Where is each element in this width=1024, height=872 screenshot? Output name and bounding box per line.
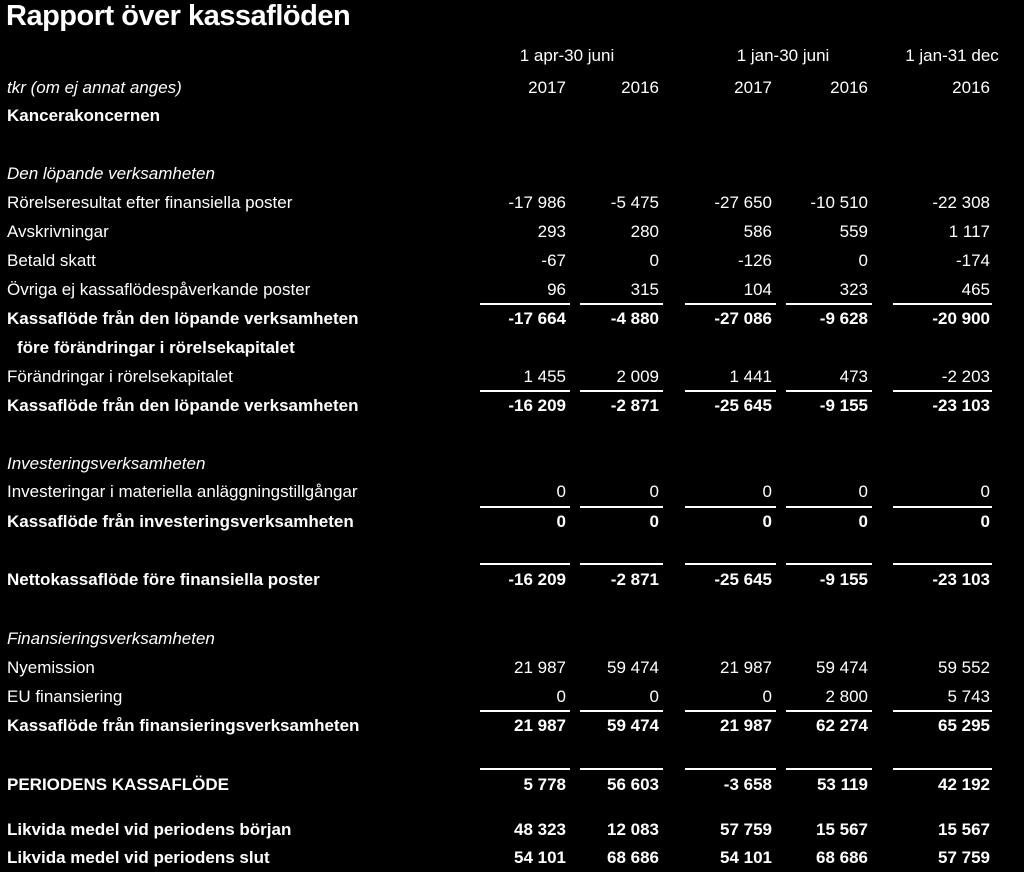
subtotal-row-continuation [0,333,1024,362]
table-cell: 0 [980,512,990,531]
table-cell: -2 871 [610,570,659,589]
group-name: Kancerakoncernen [7,106,161,125]
table-cell: -25 645 [714,570,772,589]
table-cell: 62 274 [816,716,868,735]
table-cell: -23 103 [932,570,990,589]
table-cell: 56 603 [607,775,659,794]
row-label: Kassaflöde från den löpande verksamheten [7,396,359,415]
section-heading-row [0,159,1024,188]
table-row [0,682,1024,711]
table-row [0,362,1024,391]
table-row [0,246,1024,275]
table-cell: 0 [762,482,772,501]
table-cell: 0 [649,687,659,706]
period-header: 1 jan-31 dec [905,46,999,65]
table-cell: -174 [955,251,990,270]
row-label: Betald skatt [7,251,96,270]
table-cell: -9 155 [819,570,868,589]
table-cell: -9 155 [819,396,868,415]
table-cell: 96 [547,280,566,299]
table-row [0,477,1024,506]
period-header: 1 apr-30 juni [519,46,615,65]
table-cell: 68 686 [816,848,868,867]
table-cell: -25 645 [714,396,772,415]
table-cell: 0 [762,687,772,706]
table-row [0,653,1024,682]
table-row [0,843,1024,872]
table-cell: -10 510 [810,193,868,212]
table-cell: -16 209 [508,570,566,589]
row-label: EU finansiering [7,687,123,706]
section-heading-row [0,624,1024,653]
table-cell: 54 101 [720,848,772,867]
row-label: Övriga ej kassaflödespåverkande poster [7,280,311,299]
section-heading: Investeringsverksamheten [7,454,206,473]
subtotal-row [0,304,1024,333]
table-cell: -9 628 [819,309,868,328]
year-header: 2016 [952,78,990,97]
table-cell: 2 800 [825,687,868,706]
table-cell: -2 203 [941,367,990,386]
table-cell: 293 [537,222,566,241]
table-cell: 0 [762,512,772,531]
table-cell: 42 192 [938,775,990,794]
total-row [0,565,1024,594]
table-row [0,815,1024,844]
year-header-row [0,73,1024,102]
table-cell: 559 [839,222,868,241]
table-cell: -126 [737,251,772,270]
table-cell: 21 987 [720,716,772,735]
table-cell: 0 [649,482,659,501]
table-cell: 473 [839,367,868,386]
table-cell: 315 [630,280,659,299]
unit-label: tkr (om ej annat anges) [7,78,182,97]
subtotal-row [0,711,1024,740]
table-cell: -67 [541,251,566,270]
table-cell: -3 658 [723,775,772,794]
table-cell: -22 308 [932,193,990,212]
row-label: Kassaflöde från den löpande verksamheten [7,309,359,328]
table-cell: 280 [630,222,659,241]
table-cell: 57 759 [720,820,772,839]
section-heading: Den löpande verksamheten [7,164,215,183]
subtotal-row [0,391,1024,420]
row-label: Likvida medel vid periodens början [7,820,292,839]
row-label: Kassaflöde från finansieringsverksamheten [7,716,360,735]
table-cell: 104 [743,280,772,299]
table-cell: -5 475 [610,193,659,212]
table-cell: 0 [980,482,990,501]
table-cell: 21 987 [720,658,772,677]
table-cell: -27 650 [714,193,772,212]
period-header: 1 jan-30 juni [736,46,830,65]
table-cell: 15 567 [938,820,990,839]
table-cell: 68 686 [607,848,659,867]
year-header: 2017 [528,78,566,97]
table-cell: 12 083 [607,820,659,839]
table-cell: 586 [743,222,772,241]
total-row [0,770,1024,799]
row-label: Likvida medel vid periodens slut [7,848,270,867]
table-cell: 0 [858,512,868,531]
table-cell: -23 103 [932,396,990,415]
year-header: 2016 [830,78,868,97]
table-cell: 323 [839,280,868,299]
table-cell: 0 [858,482,868,501]
table-cell: -2 871 [610,396,659,415]
table-cell: 1 441 [729,367,772,386]
table-cell: 54 101 [514,848,566,867]
table-cell: -27 086 [714,309,772,328]
row-label: Nyemission [7,658,95,677]
table-cell: 0 [556,482,566,501]
table-row [0,217,1024,246]
table-cell: 65 295 [938,716,990,735]
row-label: Kassaflöde från investeringsverksamheten [7,512,354,531]
table-cell: -17 664 [508,309,566,328]
table-cell: 59 474 [607,716,659,735]
table-cell: 57 759 [938,848,990,867]
table-cell: 5 743 [947,687,990,706]
row-label: Rörelseresultat efter finansiella poster [7,193,293,212]
table-cell: -16 209 [508,396,566,415]
table-cell: 59 474 [607,658,659,677]
table-cell: 1 455 [523,367,566,386]
table-cell: -20 900 [932,309,990,328]
table-cell: 2 009 [616,367,659,386]
row-label: Investeringar i materiella anläggningstillgångar [7,482,358,501]
row-label: PERIODENS KASSAFLÖDE [7,775,229,794]
row-label: Förändringar i rörelsekapitalet [7,367,233,386]
table-cell: 0 [858,251,868,270]
table-cell: 0 [649,512,659,531]
table-cell: 1 117 [948,222,990,241]
row-label: Nettokassaflöde före finansiella poster [7,570,320,589]
table-cell: 53 119 [816,775,868,794]
table-row [0,275,1024,304]
table-cell: 48 323 [514,820,566,839]
table-cell: 0 [649,251,659,270]
year-header: 2016 [621,78,659,97]
table-cell: 59 474 [816,658,868,677]
table-cell: 465 [961,280,990,299]
section-heading: Finansieringsverksamheten [7,629,215,648]
table-cell: 0 [556,512,566,531]
year-header: 2017 [734,78,772,97]
subtotal-row [0,507,1024,536]
table-cell: 5 778 [523,775,566,794]
table-cell: 59 552 [938,658,990,677]
period-header-row [0,41,1024,70]
group-row [0,101,1024,130]
table-cell: -4 880 [610,309,659,328]
section-heading-row [0,449,1024,478]
row-label: Avskrivningar [7,222,109,241]
table-cell: 15 567 [816,820,868,839]
row-label: före förändringar i rörelsekapitalet [17,338,295,357]
table-cell: 0 [556,687,566,706]
table-cell: -17 986 [508,193,566,212]
table-cell: 21 987 [514,658,566,677]
table-cell: 21 987 [514,716,566,735]
table-row [0,188,1024,217]
report-title: Rapport över kassaflöden [6,0,351,32]
